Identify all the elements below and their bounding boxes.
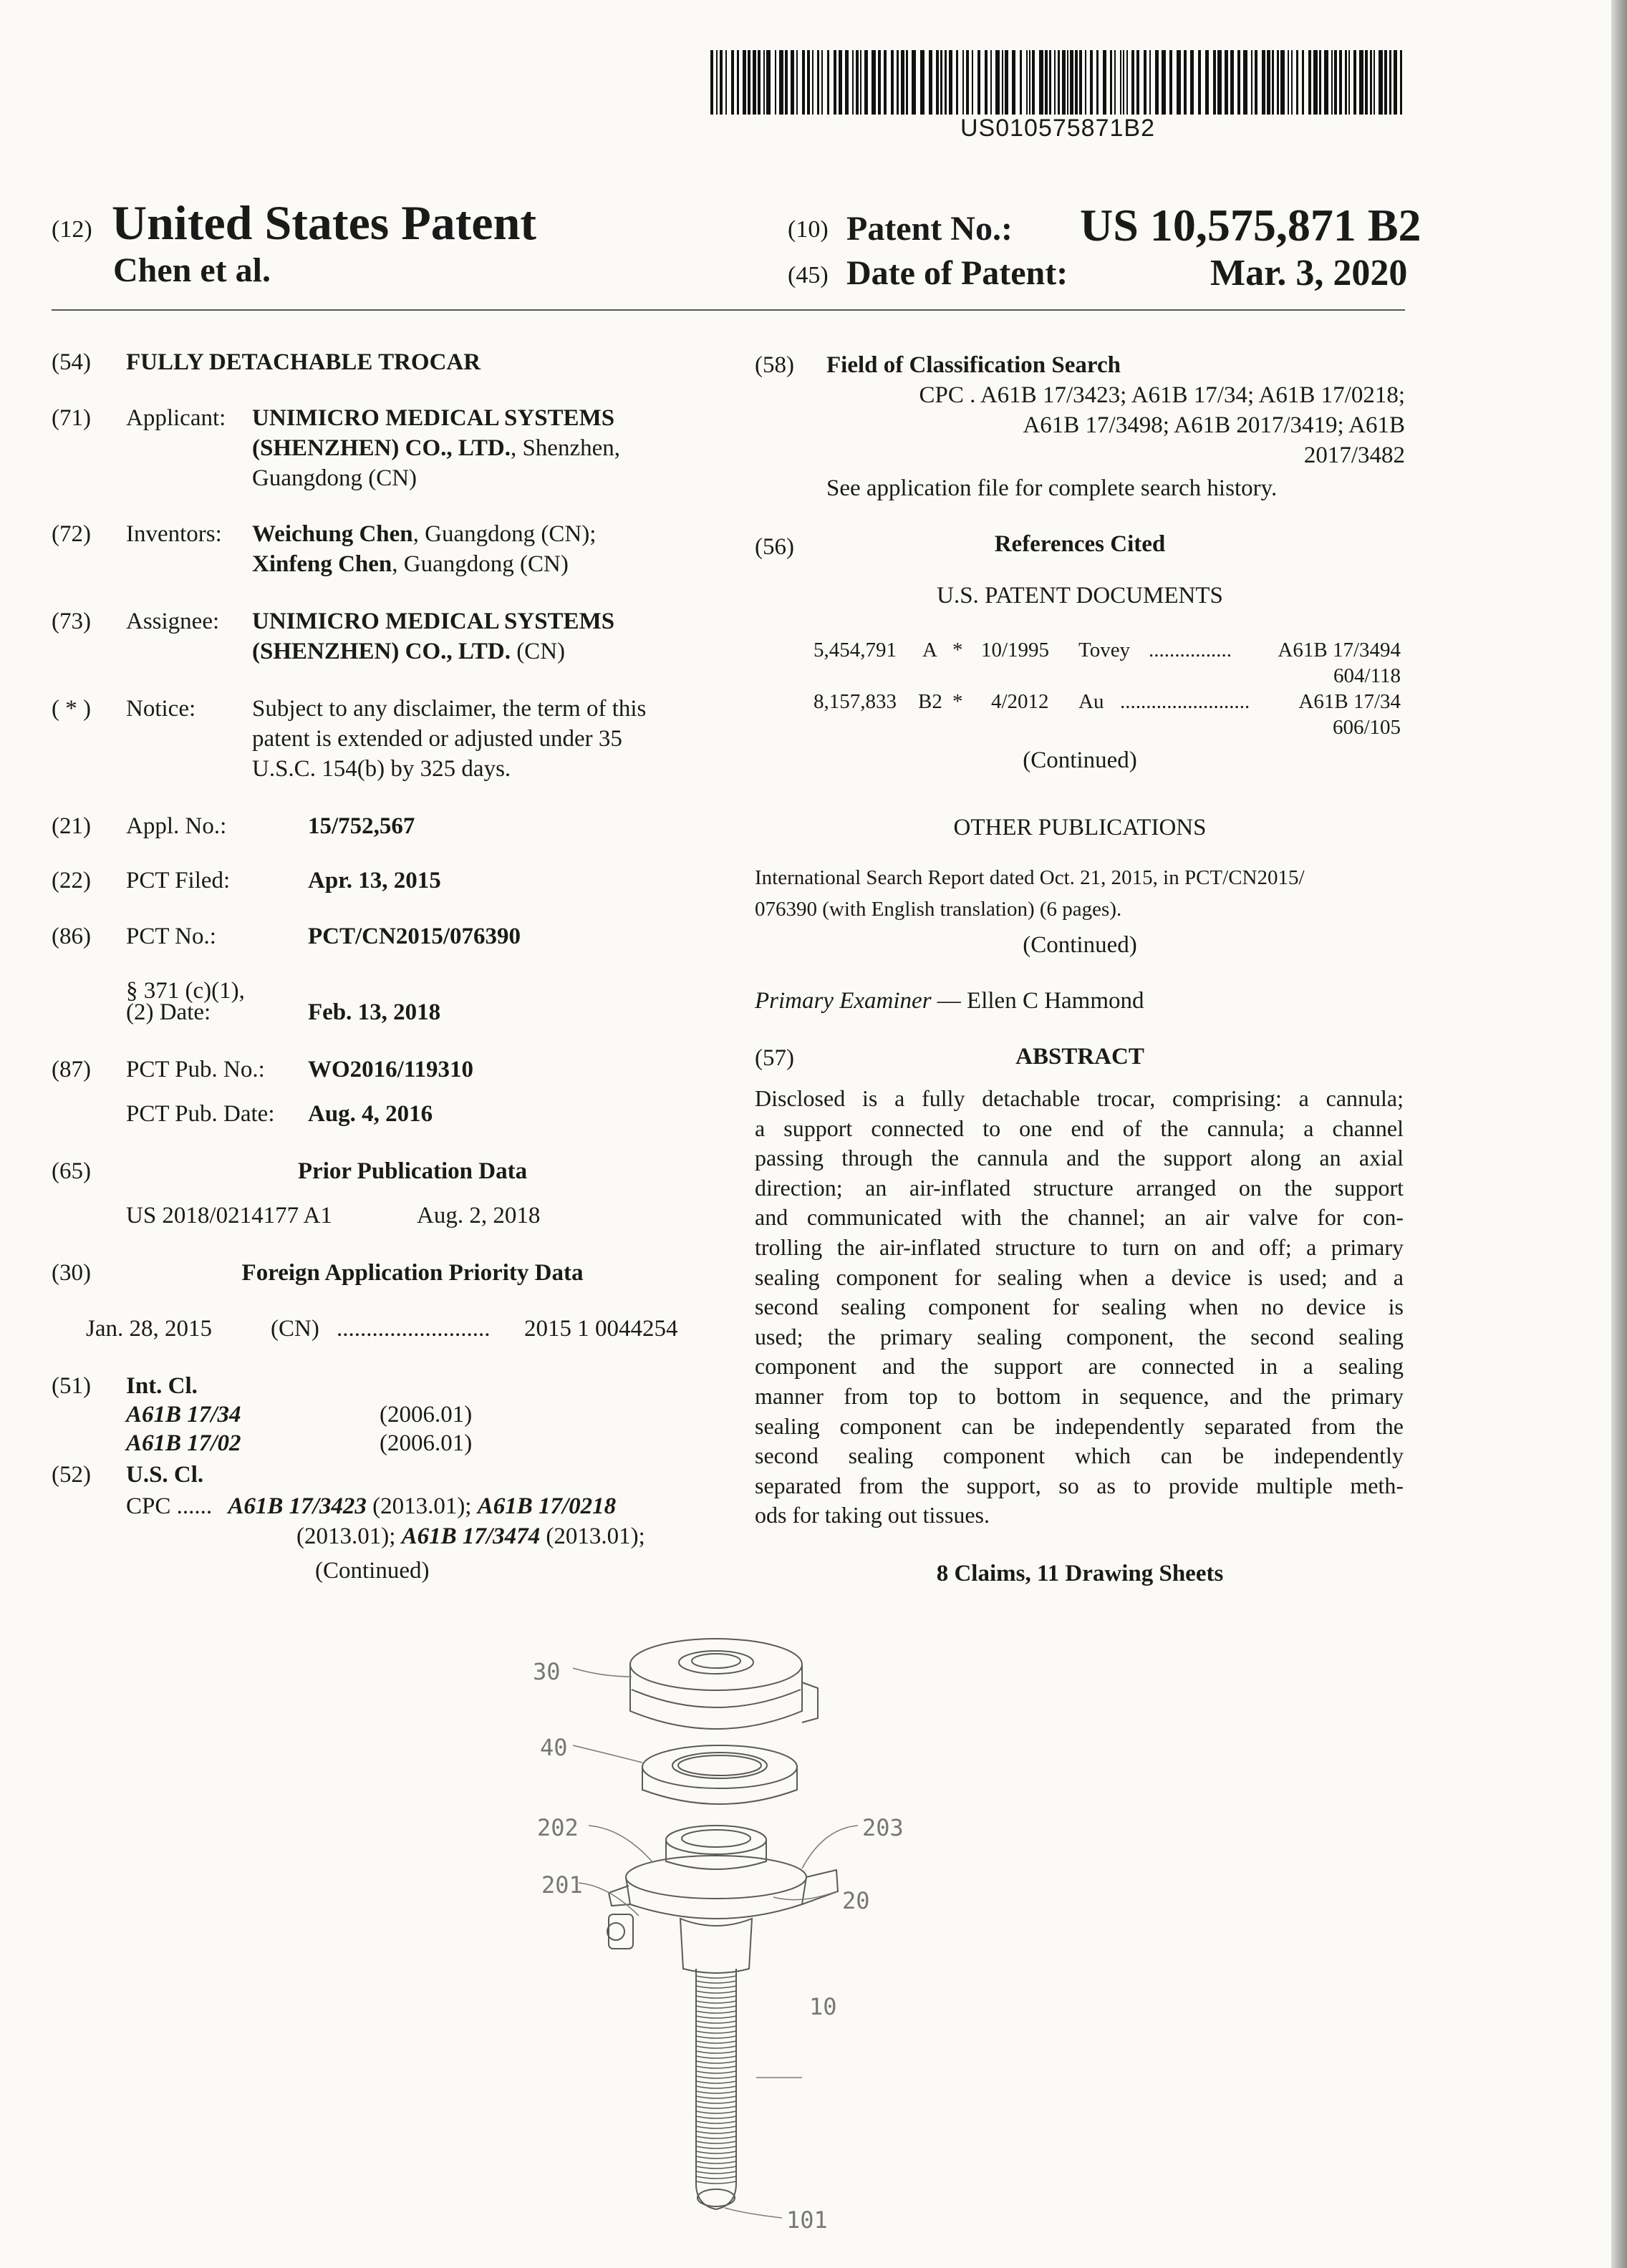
- appl-no-value: 15/752,567: [308, 813, 415, 839]
- claims-drawings-count: 8 Claims, 11 Drawing Sheets: [936, 1561, 1224, 1586]
- date-of-patent: Mar. 3, 2020: [1210, 253, 1408, 294]
- ref-kind: A: [922, 639, 937, 662]
- figure-label-203: 203: [862, 1814, 904, 1841]
- us-cl-label: U.S. Cl.: [126, 1462, 204, 1488]
- pct-no-label: PCT No.:: [126, 924, 216, 949]
- inventor-loc-2: , Guangdong (CN): [392, 551, 569, 577]
- pct-pub-date-label: PCT Pub. Date:: [126, 1101, 275, 1127]
- code-65: (65): [52, 1158, 91, 1184]
- pct-filed-label: PCT Filed:: [126, 868, 231, 893]
- code-73: (73): [52, 609, 91, 634]
- assignee-name-1: UNIMICRO MEDICAL SYSTEMS: [252, 609, 615, 634]
- applicant-name-1: UNIMICRO MEDICAL SYSTEMS: [252, 405, 615, 431]
- abstract-line: ods for taking out tissues.: [755, 1502, 990, 1528]
- field-search-line-2: A61B 17/3498; A61B 2017/3419; A61B: [1023, 412, 1405, 438]
- ref-dots: ................: [1149, 639, 1232, 662]
- sec371-line-1: § 371 (c)(1),: [126, 978, 245, 1004]
- us-cl-class-3: A61B 17/3474: [401, 1523, 541, 1549]
- figure-label-202: 202: [537, 1814, 579, 1841]
- abstract-line: and communicated with the channel; an air valve for con-: [755, 1204, 1404, 1231]
- figure-label-201: 201: [541, 1871, 583, 1899]
- abstract-line: component and the support are connected in a sealing: [755, 1353, 1404, 1380]
- inventors-label: Inventors:: [126, 521, 222, 547]
- code-21: (21): [52, 813, 91, 839]
- us-cl-class-1: A61B 17/3423: [228, 1493, 367, 1519]
- foreign-priority-heading: Foreign Application Priority Data: [241, 1260, 584, 1286]
- other-pub-line-2: 076390 (with English translation) (6 pages).: [755, 898, 1122, 921]
- seal-ring-40: [642, 1745, 797, 1804]
- ref-star: *: [952, 639, 963, 662]
- ref-star: *: [952, 690, 963, 713]
- assignee-country: (CN): [510, 639, 566, 664]
- abstract-line: trolling the air-inflated structure to turn on and off; a primary: [755, 1234, 1404, 1260]
- pct-no-value: PCT/CN2015/076390: [308, 924, 521, 949]
- prior-pub-date: Aug. 2, 2018: [417, 1203, 541, 1228]
- applicant-name-2: (SHENZHEN) CO., LTD.: [252, 435, 511, 461]
- header-code-10: (10): [788, 216, 829, 243]
- sec371-date: Feb. 13, 2018: [308, 999, 441, 1025]
- applicant-province: Guangdong (CN): [252, 465, 417, 491]
- inventor-name-2: Xinfeng Chen: [252, 551, 392, 577]
- assignee-label: Assignee:: [126, 609, 220, 634]
- foreign-dots: ..........................: [337, 1316, 491, 1342]
- figure-label-40: 40: [540, 1734, 568, 1761]
- abstract-line: second sealing component which can be independently: [755, 1443, 1404, 1469]
- header-code-45: (45): [788, 262, 829, 289]
- examiner-label: Primary Examiner: [755, 988, 932, 1014]
- abstract-body: [755, 1084, 1404, 1531]
- figure-label-20: 20: [842, 1887, 870, 1914]
- figure-label-101: 101: [786, 2206, 828, 2234]
- field-search-line-1: CPC . A61B 17/3423; A61B 17/34; A61B 17/0218;: [919, 382, 1405, 408]
- doc-type-title: United States Patent: [112, 195, 537, 250]
- code-52: (52): [52, 1462, 91, 1488]
- pct-pub-date-value: Aug. 4, 2016: [308, 1101, 433, 1127]
- trocar-drawing: [501, 1611, 945, 2255]
- sec371-line-2: (2) Date:: [126, 999, 211, 1025]
- barcode-image: [710, 50, 1405, 115]
- figure-label-10: 10: [809, 1993, 837, 2020]
- code-22: (22): [52, 868, 91, 893]
- abstract-line: manner from top to bottom in sequence, and the primary: [755, 1382, 1404, 1409]
- pct-pub-no-value: WO2016/119310: [308, 1057, 474, 1082]
- ref-number: 5,454,791: [814, 639, 897, 662]
- other-publications-heading: OTHER PUBLICATIONS: [953, 815, 1207, 840]
- ref-class: A61B 17/34: [1298, 690, 1401, 713]
- prior-pub-heading: Prior Publication Data: [297, 1158, 528, 1184]
- barcode-number: US010575871B2: [960, 115, 1155, 142]
- code-86: (86): [52, 924, 91, 949]
- cannula-10: [696, 1969, 736, 2209]
- ref-kind: B2: [918, 690, 942, 713]
- other-pubs-continued: (Continued): [1023, 932, 1137, 958]
- ref-subclass: 606/105: [1332, 716, 1401, 739]
- field-search-heading: Field of Classification Search: [826, 352, 1121, 378]
- inventor-line-2: [252, 551, 569, 578]
- header-code-12: (12): [52, 216, 92, 243]
- prior-pub-number: US 2018/0214177 A1: [126, 1203, 332, 1228]
- code-56: (56): [755, 534, 794, 560]
- us-cl-ver-3: (2013.01);: [540, 1523, 645, 1549]
- foreign-number: 2015 1 0044254: [524, 1316, 678, 1342]
- other-pub-line-1: International Search Report dated Oct. 21, 2015, in PCT/CN2015/: [755, 866, 1305, 889]
- int-cl-version-1: (2006.01): [380, 1402, 473, 1428]
- us-cl-cpc-prefix: CPC ......: [126, 1493, 213, 1519]
- code-51: (51): [52, 1373, 91, 1399]
- abstract-line: Disclosed is a fully detachable trocar, comprising: a cannula;: [755, 1085, 1404, 1111]
- int-cl-version-2: (2006.01): [380, 1430, 473, 1456]
- ref-class: A61B 17/3494: [1278, 639, 1401, 662]
- seal-cap-30: [630, 1639, 818, 1729]
- code-71: (71): [52, 405, 91, 431]
- abstract-line: passing through the cannula and the support along an axial: [755, 1145, 1404, 1171]
- ref-date: 10/1995: [981, 639, 1050, 662]
- ref-date: 4/2012: [991, 690, 1049, 713]
- scan-edge: [1611, 0, 1627, 2268]
- us-patent-docs-heading: U.S. PATENT DOCUMENTS: [937, 583, 1223, 609]
- abstract-line: sealing component for sealing when a device is used; and a: [755, 1264, 1404, 1290]
- applicant-city: , Shenzhen,: [510, 435, 620, 461]
- patent-no-label: Patent No.:: [846, 210, 1013, 248]
- examiner-name: Ellen C Hammond: [967, 988, 1144, 1014]
- appl-no-label: Appl. No.:: [126, 813, 227, 839]
- abstract-line: sealing component can be independently separated from the: [755, 1412, 1404, 1439]
- us-cl-cpc-line-2: [296, 1523, 645, 1550]
- examiner-dash: —: [931, 988, 967, 1014]
- pct-pub-no-label: PCT Pub. No.:: [126, 1057, 265, 1082]
- us-cl-cpc-line-1: [126, 1493, 616, 1520]
- field-search-line-3: 2017/3482: [1303, 442, 1405, 468]
- notice-label: Notice:: [126, 696, 196, 722]
- code-54: (54): [52, 349, 91, 375]
- ref-name: Tovey: [1078, 639, 1131, 662]
- field-search-line-4: See application file for complete search history.: [826, 475, 1278, 501]
- us-cl-ver-1: (2013.01);: [366, 1493, 478, 1519]
- primary-examiner: [755, 988, 1144, 1014]
- abstract-line: used; the primary sealing component, the second sealing: [755, 1323, 1404, 1349]
- inventor-name-1: Weichung Chen: [252, 521, 413, 547]
- int-cl-class-2: A61B 17/02: [126, 1430, 241, 1456]
- abstract-line: direction; an air-inflated structure arranged on the support: [755, 1174, 1404, 1201]
- us-cl-class-2: A61B 17/0218: [477, 1493, 617, 1519]
- assignee-line-2: [252, 639, 565, 665]
- ref-number: 8,157,833: [814, 690, 897, 713]
- notice-line-2: patent is extended or adjusted under 35: [252, 726, 622, 752]
- int-cl-label: Int. Cl.: [126, 1373, 198, 1399]
- int-cl-class-1: A61B 17/34: [126, 1402, 241, 1428]
- invention-title: FULLY DETACHABLE TROCAR: [126, 349, 481, 375]
- foreign-country: (CN): [271, 1316, 319, 1342]
- inventor-loc-1: , Guangdong (CN);: [412, 521, 597, 547]
- inventor-short: Chen et al.: [113, 251, 271, 289]
- header-rule: [52, 309, 1405, 311]
- pct-filed-value: Apr. 13, 2015: [308, 868, 441, 893]
- date-of-patent-label: Date of Patent:: [846, 254, 1068, 292]
- foreign-date: Jan. 28, 2015: [86, 1316, 212, 1342]
- notice-line-1: Subject to any disclaimer, the term of this: [252, 696, 647, 722]
- applicant-line-2: [252, 435, 620, 462]
- code-58: (58): [755, 352, 794, 378]
- ref-subclass: 604/118: [1333, 664, 1401, 687]
- code-notice: ( * ): [52, 696, 91, 722]
- references-heading: References Cited: [994, 531, 1166, 557]
- code-72: (72): [52, 521, 91, 547]
- patent-number: US 10,575,871 B2: [1080, 200, 1421, 251]
- abstract-line: separated from the support, so as to provide multiple meth-: [755, 1472, 1404, 1498]
- code-30: (30): [52, 1260, 91, 1286]
- assignee-name-2: (SHENZHEN) CO., LTD.: [252, 639, 511, 664]
- abstract-line: a support connected to one end of the cannula; a channel: [755, 1115, 1404, 1141]
- ref-dots: .........................: [1120, 690, 1250, 713]
- leader-lines: [573, 1668, 858, 2218]
- ref-name: Au: [1078, 690, 1104, 713]
- us-cl-continued: (Continued): [315, 1558, 430, 1584]
- code-87: (87): [52, 1057, 91, 1082]
- abstract-line: second sealing component for sealing when no device is: [755, 1294, 1404, 1320]
- us-cl-ver-2: (2013.01);: [296, 1523, 402, 1549]
- figure-label-30: 30: [533, 1658, 561, 1685]
- refs-continued: (Continued): [1023, 747, 1137, 773]
- applicant-label: Applicant:: [126, 405, 226, 431]
- notice-line-3: U.S.C. 154(b) by 325 days.: [252, 756, 511, 782]
- abstract-heading: ABSTRACT: [1015, 1044, 1144, 1070]
- code-57: (57): [755, 1045, 794, 1071]
- inventor-line-1: [252, 521, 596, 548]
